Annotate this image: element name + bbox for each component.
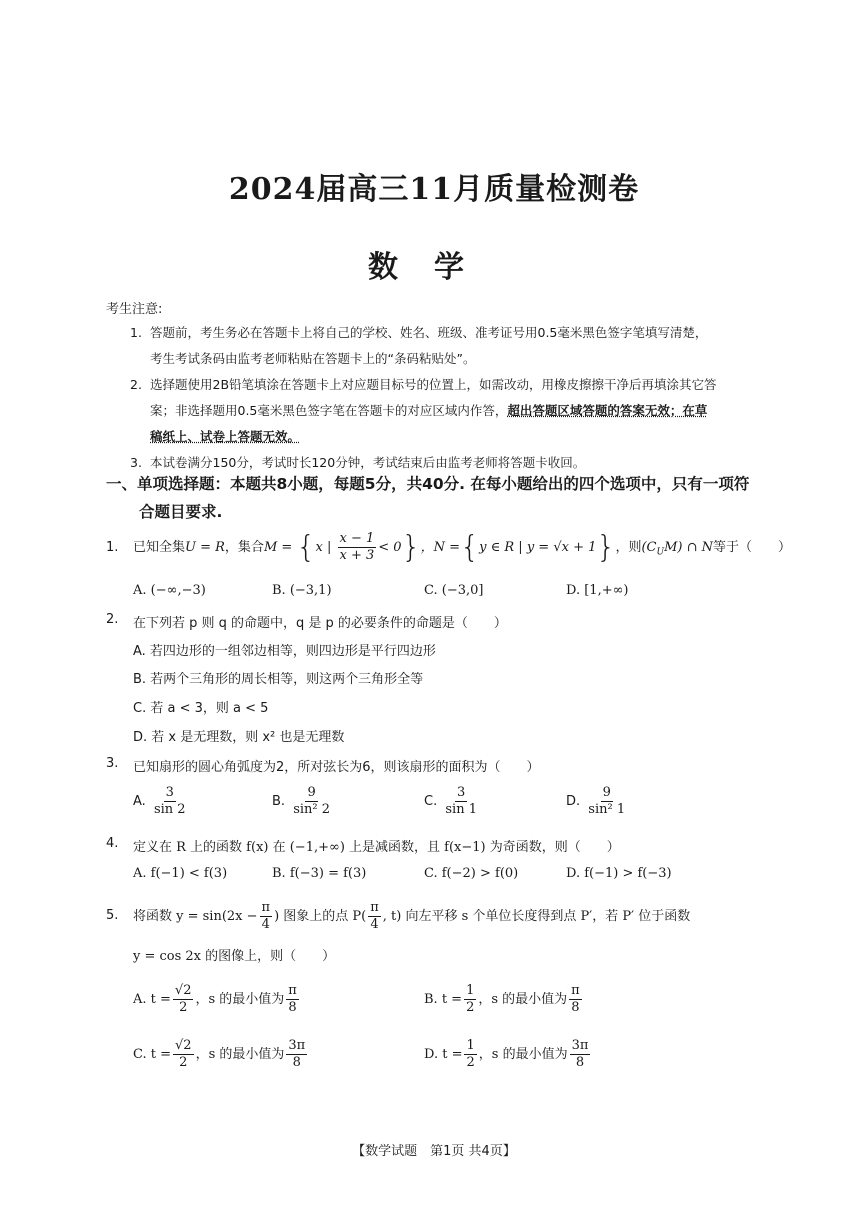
fraction-numerator: 3 xyxy=(165,785,174,800)
notice-line-part: 案；非选择题用0.5毫米黑色签字笔在答题卡的对应区域内作答， xyxy=(150,403,508,418)
fraction-denominator: sin 2 xyxy=(153,802,186,817)
fraction xyxy=(586,785,627,818)
question-stem xyxy=(133,530,806,565)
stem-text: 等于（ ） xyxy=(713,540,792,555)
stem-text: , t) 向左平移 s 个单位长度得到点 P′，若 P′ 位于函数 xyxy=(382,909,691,924)
option-label: A. xyxy=(133,992,147,1007)
fraction-numerator: 3 xyxy=(457,785,466,800)
fraction-numerator: π xyxy=(288,983,297,998)
fraction-numerator: 3π xyxy=(571,1038,589,1053)
option-4b[interactable]: B. f(−3) = f(3) xyxy=(272,866,367,881)
fraction-numerator: 9 xyxy=(602,785,611,800)
option-label: D. xyxy=(424,1047,439,1062)
option-5c[interactable] xyxy=(133,1038,309,1071)
fraction xyxy=(152,785,188,818)
stem-text: ，则 xyxy=(615,540,642,555)
option-1c[interactable]: C. (−3,0] xyxy=(424,583,484,598)
fraction xyxy=(260,900,273,933)
notice-line xyxy=(150,398,790,424)
stem-text: 将函数 y = sin(2x − xyxy=(133,909,258,924)
brace-open: { xyxy=(296,530,316,565)
fraction-numerator: x − 1 xyxy=(339,531,375,546)
question-2 xyxy=(106,612,806,631)
brace-close: } xyxy=(401,530,421,565)
question-4 xyxy=(106,836,806,855)
fraction xyxy=(291,785,332,818)
option-3a[interactable] xyxy=(133,785,190,818)
option-text: t = xyxy=(441,992,463,1007)
option-text: ，s 的最小值为 xyxy=(478,1047,568,1062)
option-4d[interactable]: D. f(−1) > f(−3) xyxy=(566,866,672,881)
section-line: 合题目要求. xyxy=(139,503,223,521)
fraction-numerator: π xyxy=(571,983,580,998)
stem-text: ) 图象上的点 P( xyxy=(274,909,367,924)
question-3 xyxy=(106,756,806,775)
fraction-denominator: sin² 2 xyxy=(293,802,331,817)
option-3b[interactable] xyxy=(272,785,334,818)
question-number: 1. xyxy=(106,540,119,555)
fraction-denominator: 2 xyxy=(179,1055,188,1070)
option-2b[interactable]: B. 若两个三角形的周长相等，则这两个三角形全等 xyxy=(133,672,424,687)
fraction-numerator: π xyxy=(261,900,271,915)
option-5a[interactable] xyxy=(133,983,301,1016)
fraction xyxy=(368,900,381,933)
fraction-denominator: sin² 1 xyxy=(588,802,626,817)
option-label: C. xyxy=(133,1047,147,1062)
fraction-denominator: 8 xyxy=(288,1000,297,1015)
stem-subscript: U xyxy=(656,547,665,558)
question-1 xyxy=(106,530,806,565)
option-label: A. xyxy=(133,794,146,809)
option-text: t = xyxy=(150,992,171,1007)
option-2a[interactable]: A. 若四边形的一组邻边相等，则四边形是平行四边形 xyxy=(133,644,436,659)
question-number: 3. xyxy=(106,756,119,771)
stem-math: y ∈ R | y = √x + 1 xyxy=(479,540,597,555)
fraction xyxy=(570,1038,591,1071)
fraction-numerator: √2 xyxy=(175,1038,192,1053)
exam-subject: 数学 xyxy=(368,250,500,285)
fraction-denominator: x + 3 xyxy=(339,548,375,563)
stem-math: ，N = xyxy=(420,540,461,555)
fraction xyxy=(338,531,377,564)
notice-line: 考生考试条码由监考老师粘贴在答题卡上的“条码粘贴处”。 xyxy=(150,351,476,366)
option-1d[interactable]: D. [1,+∞) xyxy=(566,583,629,598)
option-1b[interactable]: B. (−3,1) xyxy=(272,583,332,598)
section-heading xyxy=(106,470,796,526)
option-text: t = xyxy=(150,1047,172,1062)
fraction xyxy=(464,1038,476,1071)
option-text: ，s 的最小值为 xyxy=(478,992,568,1007)
notice-item-2 xyxy=(130,372,790,450)
question-stem: 在下列若 p 则 q 的命题中，q 是 p 的必要条件的命题是（ ） xyxy=(133,616,507,631)
notice-num: 2. xyxy=(130,377,142,392)
fraction-numerator: 1 xyxy=(466,983,475,998)
option-label: B. xyxy=(424,992,438,1007)
fraction xyxy=(286,983,299,1016)
fraction-numerator: 1 xyxy=(466,1038,475,1053)
fraction xyxy=(173,1038,194,1071)
stem-math: < 0 xyxy=(378,540,402,555)
option-4c[interactable]: C. f(−2) > f(0) xyxy=(424,866,519,881)
notice-num: 1. xyxy=(130,325,142,340)
fraction xyxy=(464,983,476,1016)
question-number: 4. xyxy=(106,836,119,851)
notice-line: 答题前，考生务必在答题卡上将自己的学校、姓名、班级、准考证号用0.5毫米黑色签字笔填写清楚， xyxy=(150,325,708,340)
option-4a[interactable]: A. f(−1) < f(3) xyxy=(133,866,228,881)
fraction-denominator: sin 1 xyxy=(445,802,477,817)
fraction-denominator: 4 xyxy=(370,917,379,932)
notice-num: 3. xyxy=(130,455,142,470)
option-1a[interactable]: A. (−∞,−3) xyxy=(133,583,206,598)
option-3c[interactable] xyxy=(424,785,481,818)
section-line: 一、单项选择题：本题共8小题，每题5分，共40分. 在每小题给出的四个选项中，只有一项符 xyxy=(106,475,750,493)
question-5 xyxy=(106,900,806,964)
option-label: D. xyxy=(566,794,581,809)
stem-text: 已知全集 xyxy=(133,540,186,555)
fraction-denominator: 8 xyxy=(571,1000,580,1015)
notice-emphasis: 超出答题区域答题的答案无效；在草 xyxy=(507,403,708,418)
option-label: C. xyxy=(424,794,438,809)
option-label: B. xyxy=(272,794,286,809)
stem-text: ，集合 xyxy=(224,540,264,555)
option-3d[interactable] xyxy=(566,785,629,818)
fraction-numerator: 3π xyxy=(288,1038,306,1053)
fraction xyxy=(286,1038,307,1071)
fraction-denominator: 2 xyxy=(466,1000,475,1015)
stem-math: U = R xyxy=(185,540,225,555)
option-5d[interactable] xyxy=(424,1038,592,1071)
fraction-denominator: 2 xyxy=(179,1000,188,1015)
fraction-numerator: √2 xyxy=(174,983,192,998)
stem-math: (C xyxy=(641,540,657,555)
fraction-numerator: π xyxy=(370,900,379,915)
question-number: 2. xyxy=(106,612,119,627)
question-stem: 已知扇形的圆心角弧度为2，所对弦长为6，则该扇形的面积为（ ） xyxy=(133,760,540,775)
fraction-denominator: 4 xyxy=(261,917,270,932)
fraction xyxy=(569,983,582,1016)
option-5b[interactable] xyxy=(424,983,584,1016)
option-text: ，s 的最小值为 xyxy=(195,1047,285,1062)
fraction-numerator: 9 xyxy=(307,785,316,800)
question-stem: 定义在 R 上的函数 f(x) 在 (−1,+∞) 上是减函数，且 f(x−1) 为奇函数，则（ ） xyxy=(133,840,620,855)
stem-math: x | xyxy=(315,540,332,555)
option-2d[interactable]: D. 若 x 是无理数，则 x² 也是无理数 xyxy=(133,730,345,745)
fraction xyxy=(173,983,194,1016)
brace-close: } xyxy=(596,530,616,565)
notice-line: 选择题使用2B铅笔填涂在答题卡上对应题目标号的位置上，如需改动，用橡皮擦擦干净后再填涂其它答 xyxy=(150,377,717,392)
notice-heading: 考生注意: xyxy=(106,302,163,317)
fraction xyxy=(443,785,479,818)
exam-title: 2024届高三11月质量检测卷 xyxy=(228,172,640,207)
stem-math: M) ∩ N xyxy=(664,540,714,555)
stem-math: M = xyxy=(263,540,293,555)
question-stem xyxy=(133,900,806,933)
notice-line: 本试卷满分150分，考试时长120分钟，考试结束后由监考老师将答题卡收回。 xyxy=(150,455,586,470)
page-footer: 【数学试题 第1页 共4页】 xyxy=(352,1144,516,1159)
option-2c[interactable]: C. 若 a < 3，则 a < 5 xyxy=(133,701,269,716)
fraction-denominator: 8 xyxy=(575,1055,585,1070)
question-stem-line2: y = cos 2x 的图像上，则（ ） xyxy=(133,949,336,964)
option-text: ，s 的最小值为 xyxy=(195,992,285,1007)
notice-emphasis: 稿纸上、试卷上答题无效。 xyxy=(150,429,301,444)
option-text: t = xyxy=(442,1047,463,1062)
notice-item-1 xyxy=(130,320,790,372)
fraction-denominator: 2 xyxy=(466,1055,475,1070)
brace-open: { xyxy=(460,530,480,565)
question-number: 5. xyxy=(106,908,119,923)
fraction-denominator: 8 xyxy=(292,1055,301,1070)
